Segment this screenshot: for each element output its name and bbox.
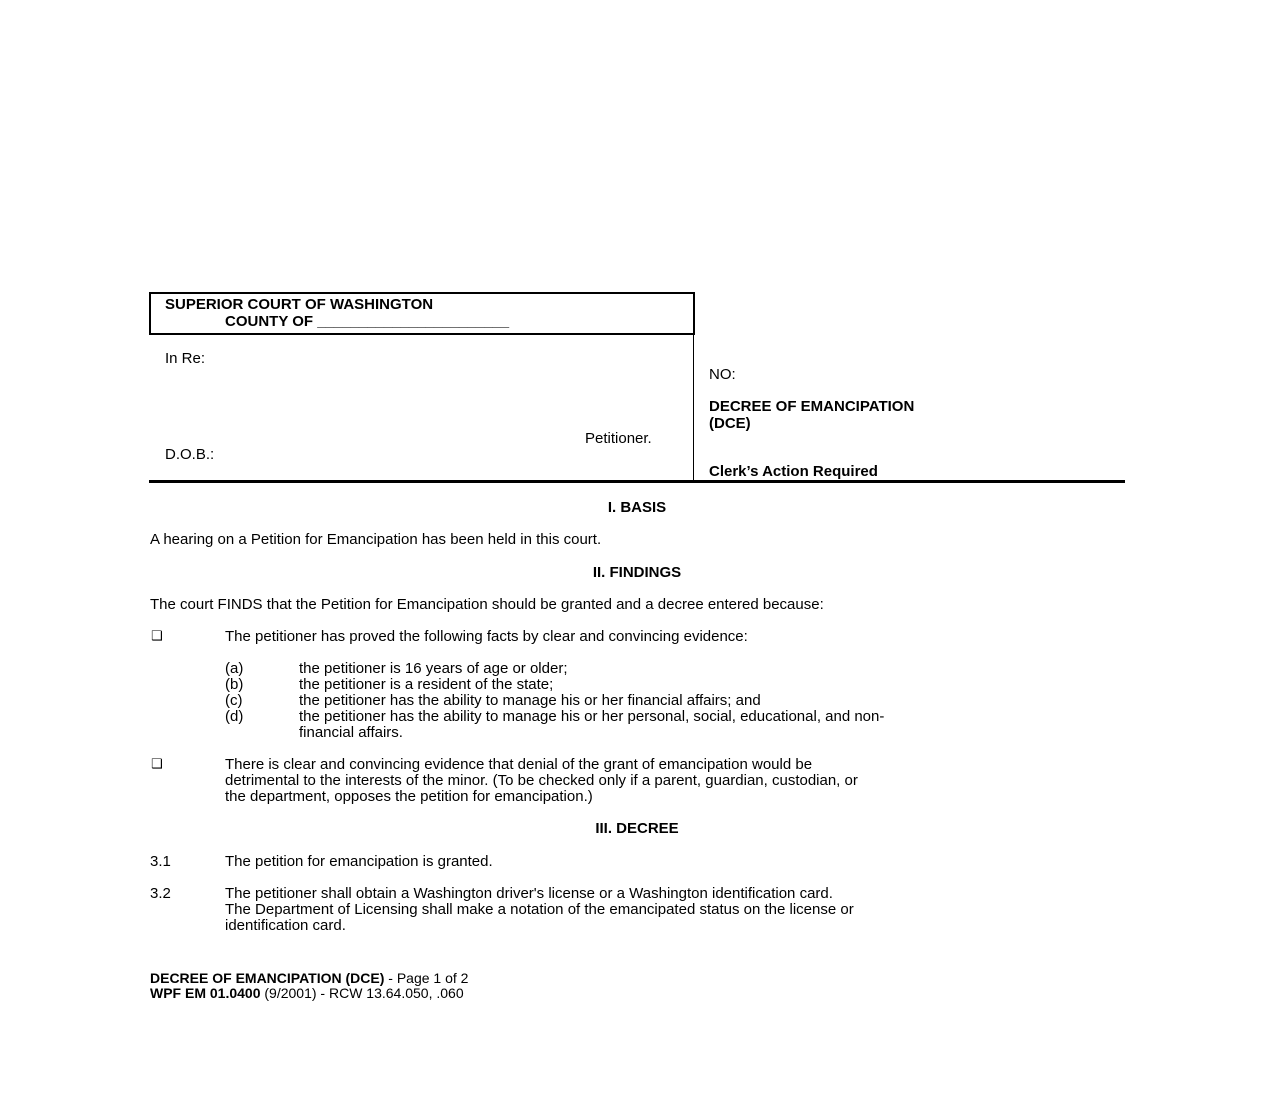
case-number-label: NO: [709, 366, 736, 383]
findings-item-detriment-line3: the department, opposes the petition for emancipation.) [225, 788, 593, 805]
decree-text-3-2-line1: The petitioner shall obtain a Washington driver's license or a Washington identification card. [225, 885, 833, 902]
findings-intro: The court FINDS that the Petition for Emancipation should be granted and a decree entered because: [150, 596, 824, 613]
footer-line1 [150, 970, 468, 986]
section-heading-findings: II. FINDINGS [592, 564, 682, 581]
findings-item-detriment-line2: detrimental to the interests of the minor. (To be checked only if a parent, guardian, custodian, or [225, 772, 858, 789]
findings-item-detriment-line1: There is clear and convincing evidence that denial of the grant of emancipation would be [225, 756, 813, 773]
fact-text-d: the petitioner has the ability to manage his or her personal, social, educational, and non- [299, 708, 885, 725]
decree-text-3-2-line3: identification card. [225, 917, 346, 934]
findings-item-facts: The petitioner has proved the following facts by clear and convincing evidence: [225, 628, 748, 645]
decree-text-3-2-line2: The Department of Licensing shall make a notation of the emancipated status on the license or [225, 901, 854, 918]
decree-number-3-1: 3.1 [150, 853, 171, 870]
footer-form-details: (9/2001) - RCW 13.64.050, .060 [260, 985, 464, 1001]
decree-number-3-2: 3.2 [150, 885, 171, 902]
clerk-action-notice: Clerk’s Action Required [709, 463, 878, 480]
fact-label-c: (c) [225, 692, 243, 709]
footer-line2 [150, 985, 464, 1001]
in-re-label: In Re: [165, 350, 206, 367]
fact-label-b: (b) [225, 676, 244, 693]
checkbox-findings-detriment[interactable]: ❑ [151, 757, 163, 772]
footer-form-number: WPF EM 01.0400 [150, 985, 261, 1001]
fact-text-d-continued: financial affairs. [299, 724, 403, 741]
fact-text-c: the petitioner has the ability to manage his or her financial affairs; and [299, 692, 761, 709]
court-name: SUPERIOR COURT OF WASHINGTON [165, 296, 434, 313]
document-code: (DCE) [709, 415, 751, 432]
petitioner-label: Petitioner. [585, 430, 652, 447]
caption-divider-vertical [693, 333, 694, 481]
section-heading-basis: I. BASIS [607, 499, 667, 516]
footer-form-title: DECREE OF EMANCIPATION (DCE) [150, 970, 385, 986]
fact-text-a: the petitioner is 16 years of age or older; [299, 660, 568, 677]
basis-text: A hearing on a Petition for Emancipation has been held in this court. [150, 531, 602, 548]
fact-label-d: (d) [225, 708, 244, 725]
footer-page-info: - Page 1 of 2 [384, 970, 469, 986]
county-line: COUNTY OF _______________________ [225, 313, 510, 330]
fact-text-b: the petitioner is a resident of the state; [299, 676, 554, 693]
dob-label: D.O.B.: [165, 446, 215, 463]
document-title: DECREE OF EMANCIPATION [709, 398, 915, 415]
checkbox-findings-facts[interactable]: ❑ [151, 629, 163, 644]
decree-text-3-1: The petition for emancipation is granted. [225, 853, 493, 870]
section-heading-decree: III. DECREE [595, 820, 679, 837]
fact-label-a: (a) [225, 660, 244, 677]
caption-divider-horizontal [149, 480, 1125, 483]
